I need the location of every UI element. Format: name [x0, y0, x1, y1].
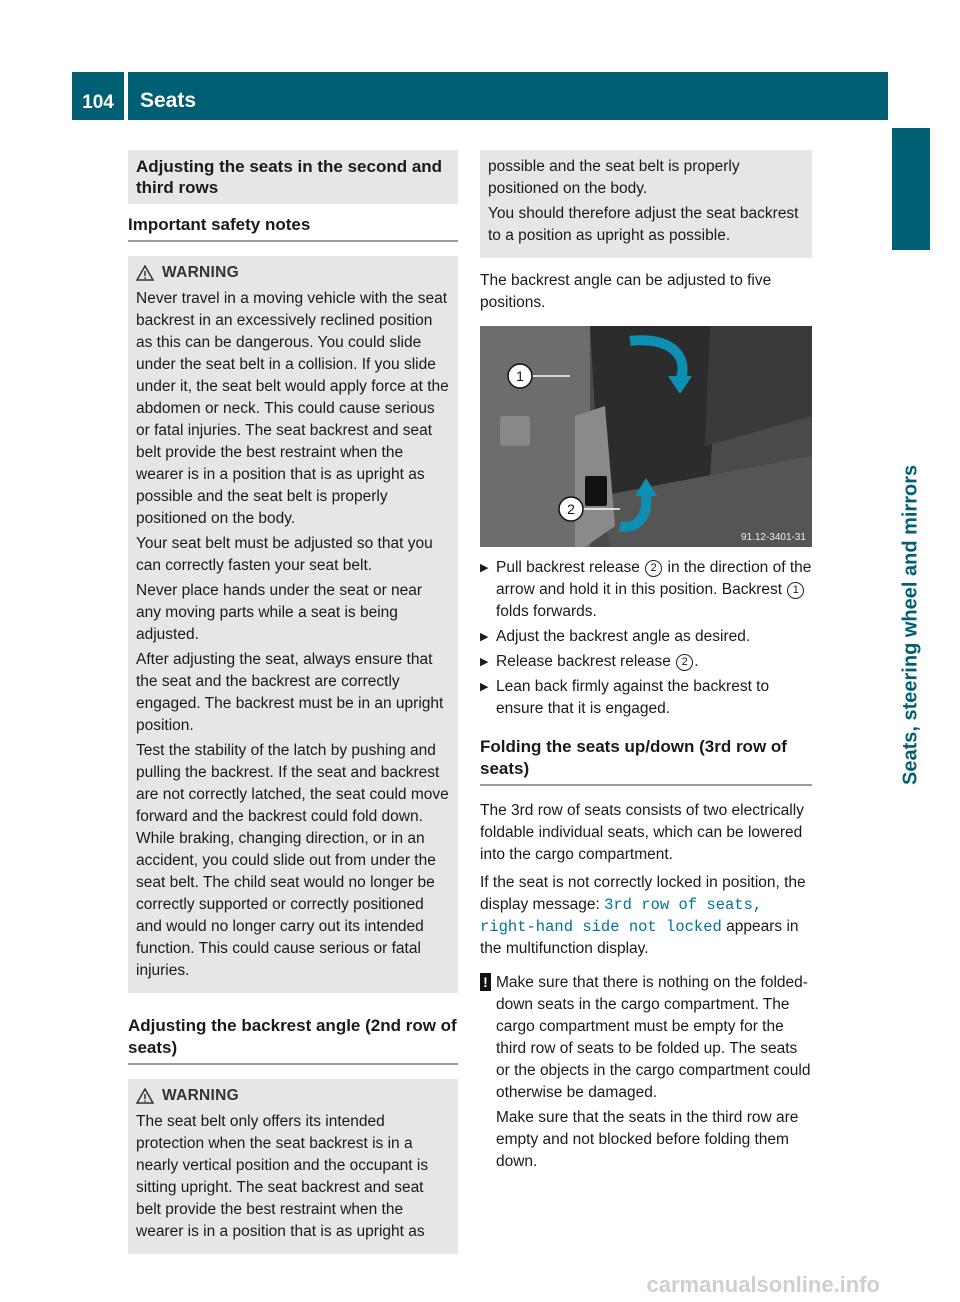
seat-illustration	[480, 326, 812, 547]
warning-box-backrest	[128, 1079, 458, 1254]
watermark: carmanualsonline.info	[646, 1272, 880, 1297]
figure-code: 91.12-3401-31	[740, 532, 806, 543]
section-title: Adjusting the seats in the second and third rows	[128, 150, 458, 204]
instruction-step: ▶ Adjust the backrest angle as desired.	[480, 626, 812, 648]
callout-1: 1	[516, 368, 524, 384]
instruction-step: ▶ Lean back firmly against the backrest to ensure that it is engaged.	[480, 676, 812, 720]
body-paragraph: The 3rd row of seats consists of two electrically foldable individual seats, which can be lowered into the cargo compartment.	[480, 802, 804, 863]
callout-2: 2	[567, 501, 575, 517]
left-column	[128, 150, 458, 1254]
side-tab-text: Seats, steering wheel and mirrors	[899, 464, 922, 785]
note-paragraph: Make sure that there is nothing on the folded-down seats in the cargo compartment. The cargo compartment must be empty for the third row of seats to be folded up. The seats or the objects in the cargo compartment could otherwise be damaged.	[496, 974, 811, 1101]
display-message: 3rd row of seats, right-hand side not locked	[480, 896, 763, 936]
warning-paragraph: After adjusting the seat, always ensure that the seat and the backrest are correctly engaged. The backrest must be in an upright position.	[136, 651, 444, 734]
warning-paragraph: The seat belt only offers its intended protection when the seat backrest is in a nearly vertical position and the occupant is sitting upright. The seat backrest and seat belt provide the best restraint when the wearer is in a position that is as upright as	[136, 1113, 429, 1240]
warning-label: WARNING	[162, 264, 240, 281]
instruction-steps	[480, 557, 812, 720]
instruction-step: ▶ Release backrest release 2 .	[480, 651, 812, 673]
warning-triangle-icon	[136, 265, 154, 281]
warning-header	[136, 1085, 450, 1107]
ref-callout-1: 1	[787, 582, 804, 599]
note-paragraph: Make sure that the seats in the third row are empty and not blocked before folding them down.	[496, 1109, 799, 1170]
warning-paragraph: Never travel in a moving vehicle with the seat backrest in an excessively reclined position as this can be dangerous. You could slide under the seat belt in a collision. If you slide under it, the seat belt would apply force at the abdomen or neck. This could cause serious or fatal injuries. The seat backrest and seat belt provide the best restraint when the wearer is in a position that is as upright as possible and the seat belt is properly positioned on the body.	[136, 290, 449, 527]
right-column	[480, 150, 812, 1176]
page-title: Seats	[128, 72, 888, 120]
ref-callout-2: 2	[676, 654, 693, 671]
warning-paragraph: Never place hands under the seat or near any moving parts while a seat is being adjusted.	[136, 582, 423, 643]
subsection-title-safety: Important safety notes	[128, 214, 458, 242]
subsection-title-folding: Folding the seats up/down (3rd row of seats)	[480, 736, 812, 786]
side-tab-block	[892, 128, 930, 250]
warning-paragraph: possible and the seat belt is properly positioned on the body.	[488, 158, 740, 197]
warning-box-safety	[128, 256, 458, 993]
seat-backrest-figure	[480, 326, 812, 547]
body-paragraph: If the seat is not correctly locked in position, the display message: 3rd row of seats, right-hand side not locked appears in the multifunction display.	[480, 874, 806, 957]
subsection-title-backrest: Adjusting the backrest angle (2nd row of seats)	[128, 1015, 458, 1065]
warning-paragraph: Test the stability of the latch by pushing and pulling the backrest. If the seat and backrest are not correctly latched, the seat could move forward and the backrest could fold down. While braking, changing direction, or in an accident, you could slide out from under the seat belt. The child seat would no longer be correctly supported or correctly positioned and would no longer carry out its intended function. This could cause serious or fatal injuries.	[136, 742, 449, 979]
intro-paragraph: The backrest angle can be adjusted to five positions.	[480, 272, 772, 311]
warning-paragraph: You should therefore adjust the seat backrest to a position as upright as possible.	[488, 205, 799, 244]
instruction-step: ▶ Pull backrest release 2 in the direction of the arrow and hold it in this position. Backrest 1 folds forwards.	[480, 557, 812, 623]
warning-triangle-icon	[136, 1088, 154, 1104]
warning-paragraph: Your seat belt must be adjusted so that you can correctly fasten your seat belt.	[136, 535, 433, 574]
warning-header	[136, 262, 450, 284]
note-box	[480, 972, 812, 1173]
warning-label: WARNING	[162, 1087, 240, 1104]
exclamation-icon: !	[480, 973, 491, 991]
warning-box-continued	[480, 150, 812, 258]
page-number: 104	[72, 72, 124, 120]
ref-callout-2: 2	[645, 560, 662, 577]
